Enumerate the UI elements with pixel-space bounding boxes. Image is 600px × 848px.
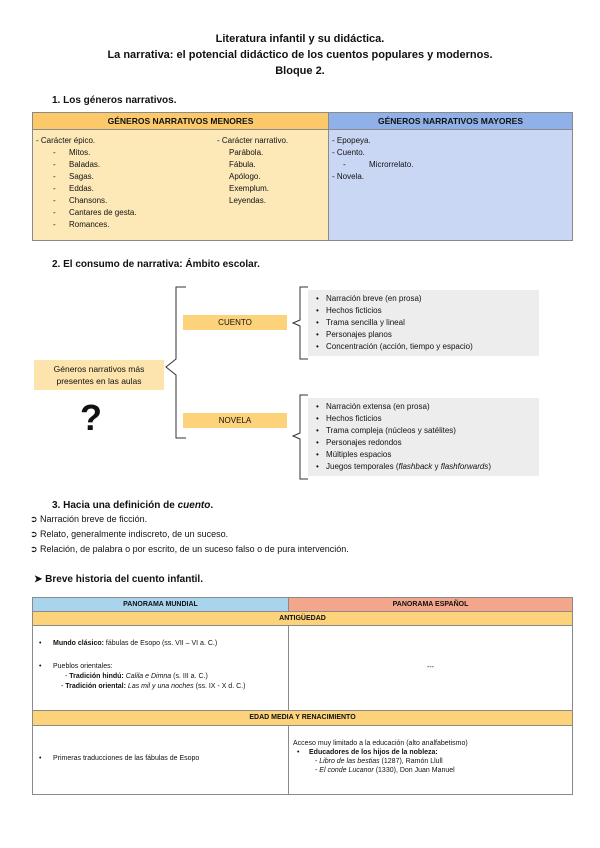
narrativo-item: Exemplum.: [229, 184, 270, 193]
feature-item: • Trama sencilla y lineal: [326, 317, 533, 329]
history-header-row: [33, 598, 572, 612]
narrativo-item: Leyendas.: [229, 196, 266, 205]
section3-heading-italic: cuento: [177, 500, 211, 511]
medieval-mundial: [33, 726, 289, 794]
bullet: •: [39, 663, 42, 670]
dash-bullet: -: [53, 184, 56, 193]
bullet: •: [297, 749, 300, 756]
feature-item-temporal: [326, 461, 533, 473]
arrow-icon: ➲: [30, 529, 41, 539]
definition-text: Relato, generalmente indiscreto, de un suceso.: [40, 529, 229, 539]
narrativo-item: Parábola.: [229, 148, 264, 157]
history-table: [32, 597, 573, 795]
section2-heading: 2. El consumo de narrativa: Ámbito escolar.: [52, 259, 260, 270]
genres-table: [32, 112, 573, 241]
temporal-suffix: ): [488, 462, 491, 471]
flashback-term: flashback: [398, 462, 433, 471]
dash-bullet: -: [53, 160, 56, 169]
triangle-bullet-icon: ➤: [34, 574, 46, 585]
mayores-subitem: Microrrelato.: [369, 160, 414, 169]
dash-bullet: -: [53, 220, 56, 229]
menores-header: GÉNEROS NARRATIVOS MENORES: [33, 113, 328, 130]
definitions-list: [30, 512, 349, 557]
mayores-column: [329, 113, 572, 240]
bullet: •: [39, 755, 42, 762]
doc-title-line2: La narrativa: el potencial didáctico de los cuentos populares y modernos.: [107, 49, 493, 61]
col-espanol: PANORAMA ESPAÑOL: [289, 598, 572, 611]
feature-item: • Concentración (acción, tiempo y espacio): [326, 341, 533, 353]
mayores-subitem-dash: -: [343, 160, 346, 169]
educadores: Educadores de los hijos de la nobleza:: [309, 749, 438, 756]
history-heading: ➤ Breve historia del cuento infantil.: [34, 574, 203, 585]
feature-item: • Narración extensa (en prosa): [326, 401, 533, 413]
mayores-item: - Cuento.: [332, 148, 365, 157]
epico-list: [53, 147, 137, 231]
mayores-header: GÉNEROS NARRATIVOS MAYORES: [329, 113, 572, 130]
mayores-item: - Novela.: [332, 172, 365, 181]
definition-item: [30, 542, 349, 557]
medieval-espanol: [289, 726, 572, 794]
dash-bullet: -: [53, 148, 56, 157]
doc-title-line1: Literatura infantil y su didáctica.: [215, 33, 385, 45]
novela-box: NOVELA: [183, 413, 287, 428]
arrow-icon: ➲: [30, 544, 41, 554]
pueblos-orientales: Pueblos orientales:: [53, 663, 113, 670]
definition-text: Relación, de palabra o por escrito, de un suceso falso o de pura intervención.: [40, 544, 349, 554]
mayores-item: - Epopeya.: [332, 136, 371, 145]
temporal-mid: y: [432, 462, 441, 471]
novela-features: [308, 398, 539, 476]
definition-item: [30, 527, 349, 542]
section3-heading-prefix: 3. Hacia una definición de: [52, 500, 178, 511]
epico-item: - Cantares de gesta.: [53, 208, 137, 217]
antiguedad-espanol: ---: [427, 664, 434, 671]
narrativo-item: Apólogo.: [229, 172, 261, 181]
arrow-icon: ➲: [30, 514, 41, 524]
antiguedad-row: [33, 626, 572, 711]
medieval-row: [33, 726, 572, 794]
bullet: •: [39, 640, 42, 647]
section3-heading: [52, 500, 213, 511]
epico-item: - Sagas.: [53, 172, 94, 181]
dash-bullet: -: [53, 172, 56, 181]
menores-column: [33, 113, 329, 240]
epico-item: - Romances.: [53, 220, 110, 229]
dash-bullet: -: [53, 208, 56, 217]
col-mundial: PANORAMA MUNDIAL: [33, 598, 289, 611]
primeras-traducciones: Primeras traducciones de las fábulas de Esopo: [53, 755, 200, 762]
cuento-box: CUENTO: [183, 315, 287, 330]
epico-item: - Mitos.: [53, 148, 91, 157]
narrativo-item: Fábula.: [229, 160, 256, 169]
tradicion-oriental: - Tradición oriental: Las mil y una noches (ss. IX - X d. C.): [61, 683, 246, 690]
novela-brace: [290, 393, 310, 481]
epico-item: - Chansons.: [53, 196, 108, 205]
flashforwards-term: flashforwards: [440, 462, 489, 471]
section-medieval: EDAD MEDIA Y RENACIMIENTO: [33, 711, 572, 726]
feature-item: • Hechos ficticios: [326, 305, 533, 317]
definition-item: [30, 512, 349, 527]
feature-item: • Personajes planos: [326, 329, 533, 341]
mundo-clasico: Mundo clásico: fábulas de Esopo (ss. VII – VI a. C.): [53, 640, 218, 647]
cuento-brace: [290, 285, 310, 361]
feature-item: • Trama compleja (núcleos y satélites): [326, 425, 533, 437]
doc-title-line3: Bloque 2.: [275, 65, 325, 77]
section-antiguedad: ANTIGÜEDAD: [33, 612, 572, 626]
libro-bestias: - Libro de las bestias (1287), Ramón Llull: [315, 758, 443, 765]
acceso-limitado: Acceso muy limitado a la educación (alto analfabetismo): [293, 740, 468, 747]
section3-heading-suffix: .: [210, 500, 214, 511]
narrativo-title: - Carácter narrativo.: [217, 136, 289, 145]
center-label-box: Géneros narrativos más presentes en las aulas: [34, 360, 164, 390]
dash-bullet: -: [53, 196, 56, 205]
antiguedad-mundial: [33, 626, 289, 710]
temporal-prefix: Juegos temporales (: [326, 462, 399, 471]
feature-item: • Hechos ficticios: [326, 413, 533, 425]
feature-item: • Múltiples espacios: [326, 449, 533, 461]
definition-text: Narración breve de ficción.: [40, 514, 148, 524]
epico-title: - Carácter épico.: [36, 136, 96, 145]
feature-item: • Narración breve (en prosa): [326, 293, 533, 305]
epico-item: - Eddas.: [53, 184, 94, 193]
question-mark: ?: [80, 397, 102, 438]
section1-heading: 1. Los géneros narrativos.: [52, 95, 177, 106]
cuento-features: [308, 290, 539, 356]
feature-item: • Personajes redondos: [326, 437, 533, 449]
narrativo-list: [229, 147, 269, 207]
tradicion-hindu: - Tradición hindú: Calila e Dimna (s. III a. C.): [65, 673, 208, 680]
epico-item: - Baladas.: [53, 160, 101, 169]
conde-lucanor: - El conde Lucanor (1330), Don Juan Manuel: [315, 767, 455, 774]
